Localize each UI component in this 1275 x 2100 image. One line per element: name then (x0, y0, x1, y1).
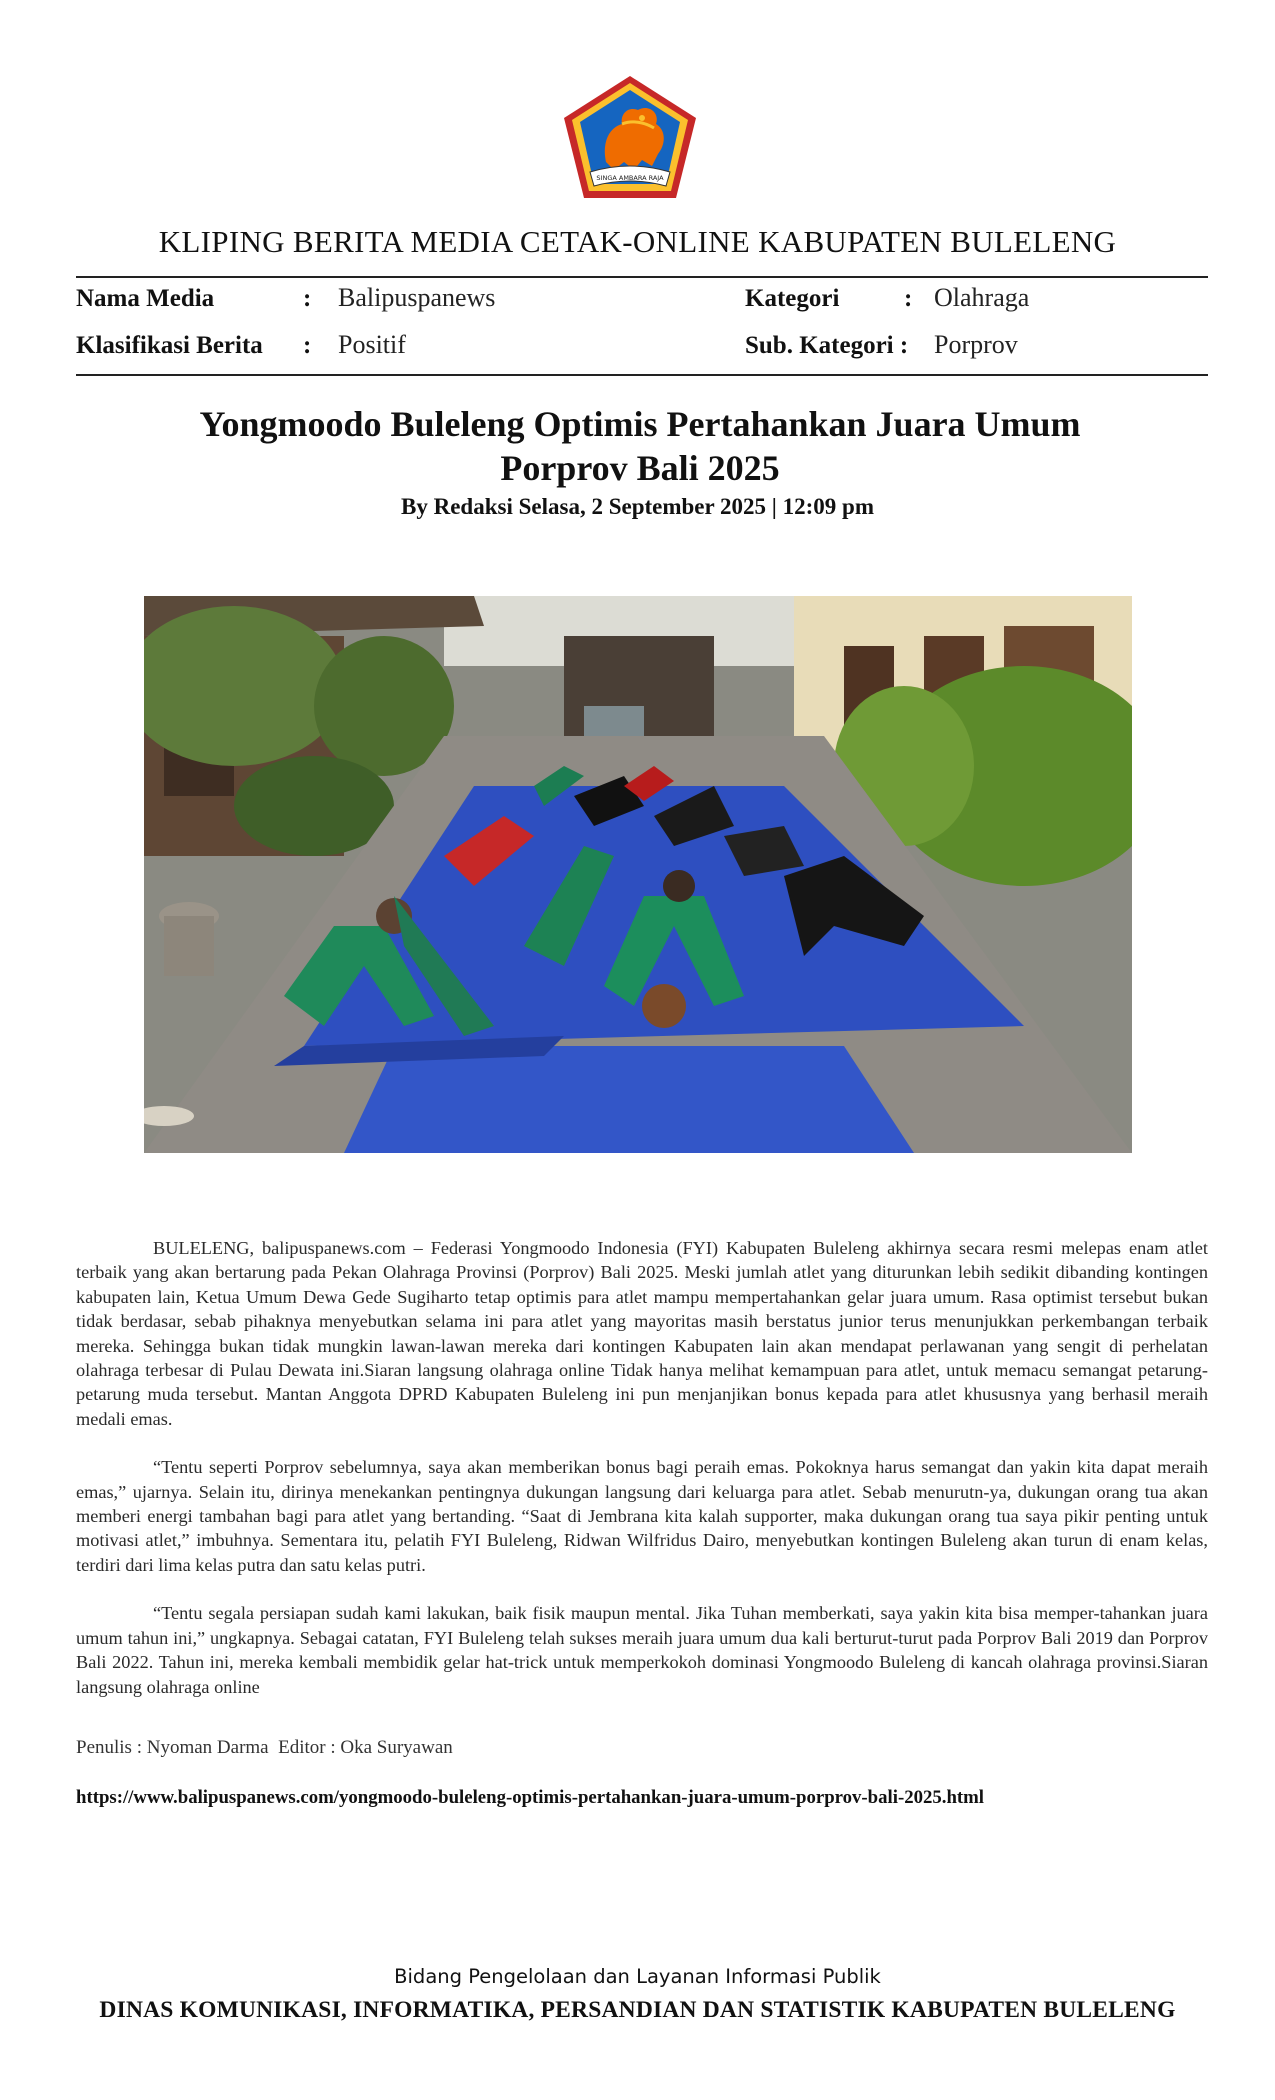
klasifikasi-value: Positif (338, 330, 406, 359)
sub-kategori-label: Sub. Kategori : (745, 332, 909, 359)
nama-media-value: Balipuspanews (338, 283, 496, 312)
header-rule-bottom (76, 374, 1208, 376)
article-photo (144, 596, 1132, 1153)
singa-ambara-raja-emblem-icon (562, 74, 698, 200)
header-rule-top (76, 276, 1208, 278)
article-source-link[interactable]: https://www.balipuspanews.com/yongmoodo-buleleng-optimis-pertahankan-juara-umum-porprov-bali-2025.html (76, 1787, 985, 1808)
article-body (76, 1236, 1208, 1723)
article-paragraph: BULELENG, balipuspanews.com – Federasi Yongmoodo Indonesia (FYI) Kabupaten Buleleng akhirnya secara resmi melepas enam atlet terbaik yang akan bertarung pada Pekan Olahraga Provinsi (Porprov) Bali 2025. Meski jumlah atlet yang diturunkan lebih sedikit dibanding kontingen kabupaten lain, Ketua Umum Dewa Gede Sugiharto tetap optimis para atlet mampu mempertahankan gelar juara umum. Rasa optimist tersebut bukan tidak berdasar, sebab pihaknya menyebutkan selama ini para atlet yang mayoritas masih berstatus junior terus menunjukkan perkembangan terbaik mereka. Sehingga bukan tidak mungkin lawan-lawan mereka dari kontingen Kabupaten lain akan mendapat perlawanan yang sengit di perhelatan olahraga terbesar di Pulau Dewata ini.Siaran langsung olahraga online Tidak hanya melihat kemampuan para atlet, untuk memacu semangat petarung-petarung muda tersebut. Mantan Anggota DPRD Kabupaten Buleleng ini pun menjanjikan bonus kepada para atlet khususnya yang berhasil meraih medali emas. (76, 1238, 1208, 1429)
footer-division: Bidang Pengelolaan dan Layanan Informasi Publik (394, 1965, 881, 1988)
kategori-value: Olahraga (934, 283, 1030, 312)
article-paragraph: “Tentu seperti Porprov sebelumnya, saya akan memberikan bonus bagi peraih emas. Pokoknya harus semangat dan yakin kita dapat meraih emas,” ujarnya. Selain itu, dirinya menekankan pentingnya dukungan langsung dari keluarga para atlet. Sebab menurutn-ya, dukungan orang tua akan memberi energi tambahan bagi para atlet yang bertanding. “Saat di Jembrana kita kalah supporter, maka dukungan orang tua saya pikir penting untuk motivasi atlet,” imbuhnya. Sementara itu, pelatih FYI Buleleng, Ridwan Wilfridus Dairo, menyebutkan kontingen Buleleng akan turun di enam kelas, terdiri dari lima kelas putra dan satu kelas putri. (76, 1457, 1208, 1575)
klasifikasi-colon: : (303, 332, 312, 359)
clipping-header-title: KLIPING BERITA MEDIA CETAK-ONLINE KABUPATEN BULELENG (158, 224, 1117, 259)
article-byline: By Redaksi Selasa, 2 September 2025 | 12:09 pm (401, 494, 874, 519)
article-paragraph: “Tentu segala persiapan sudah kami lakukan, baik fisik maupun mental. Jika Tuhan memberkati, saya yakin kita bisa memper-tahankan juara umum tahun ini,” ungkapnya. Sebagai catatan, FYI Buleleng telah sukses meraih juara umum dua kali berturut-turut pada Porprov Bali 2019 dan Porprov Bali 2022. Tahun ini, mereka kembali membidik gelar hat-trick untuk memperkokoh dominasi Yongmoodo Buleleng di kancah olahraga provinsi.Siaran langsung olahraga online (76, 1603, 1208, 1697)
emblem-ribbon-text: SINGA AMBARA RAJA (596, 174, 664, 182)
article-credit: Penulis : Nyoman Darma Editor : Oka Suryawan (76, 1737, 453, 1758)
kategori-colon: : (904, 285, 913, 312)
article-title: Yongmoodo Buleleng Optimis Pertahankan Juara Umum Porprov Bali 2025 (199, 404, 1081, 488)
footer-agency: DINAS KOMUNIKASI, INFORMATIKA, PERSANDIAN DAN STATISTIK KABUPATEN BULELENG (99, 1997, 1176, 2023)
klasifikasi-label: Klasifikasi Berita (76, 332, 263, 359)
sub-kategori-value: Porprov (934, 330, 1018, 359)
nama-media-label: Nama Media (76, 285, 215, 312)
nama-media-colon: : (303, 285, 312, 312)
kategori-label: Kategori (745, 285, 840, 312)
